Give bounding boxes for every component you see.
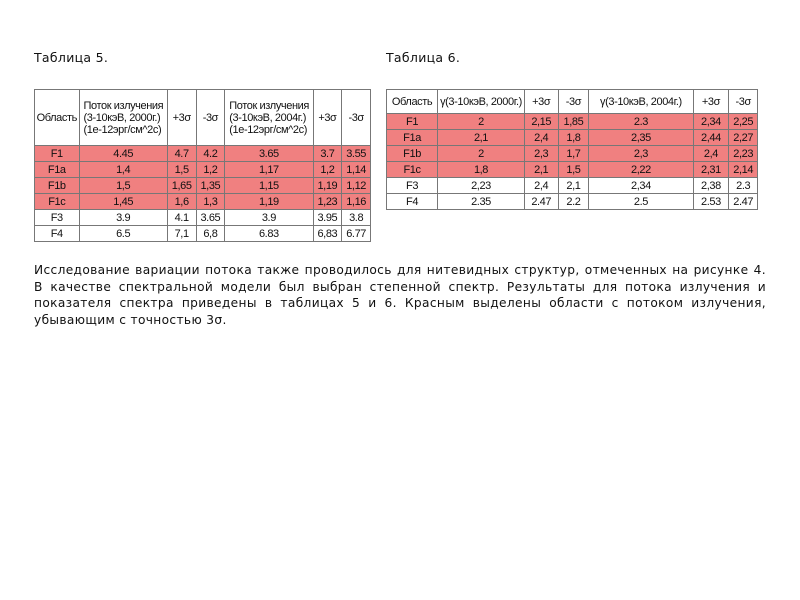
table-cell-g2000: 2: [438, 146, 525, 162]
table-cell-m2: 2,23: [729, 146, 758, 162]
table-cell-p2: 1,19: [313, 178, 342, 194]
table-cell-g2000: 2: [438, 114, 525, 130]
table-cell-m1: 1,8: [558, 130, 589, 146]
table-cell-m1: 1,85: [558, 114, 589, 130]
table-cell-p2: 6,83: [313, 226, 342, 242]
table-cell-m1: 3.65: [196, 210, 225, 226]
table-cell-m2: 1,14: [342, 162, 371, 178]
table-cell-p1: 1,65: [167, 178, 196, 194]
table-cell-region: F3: [35, 210, 80, 226]
table-cell-p1: 2,15: [524, 114, 558, 130]
table-cell-region: F4: [387, 194, 438, 210]
table-cell-m1: 1,3: [196, 194, 225, 210]
table-cell-region: F3: [387, 178, 438, 194]
table-cell-p1: 2.47: [524, 194, 558, 210]
table-cell-region: F1b: [387, 146, 438, 162]
table-cell-m1: 2.2: [558, 194, 589, 210]
table-cell-m1: 4.2: [196, 146, 225, 162]
table-cell-m2: 2,27: [729, 130, 758, 146]
table-cell-region: F1a: [387, 130, 438, 146]
table6-body: [387, 114, 758, 210]
table-cell-p2: 2,4: [693, 146, 729, 162]
table-row: [387, 162, 758, 178]
table-cell-p2: 2,34: [693, 114, 729, 130]
table6-header-gamma2000: γ(3-10кэВ, 2000г.): [438, 90, 525, 114]
table-cell-p1: 2,3: [524, 146, 558, 162]
table-cell-g2004: 2,34: [589, 178, 693, 194]
table-cell-g2004: 2.5: [589, 194, 693, 210]
table-cell-p2: 3.95: [313, 210, 342, 226]
table-cell-g2000: 2,23: [438, 178, 525, 194]
header-line: Поток излучения: [83, 99, 164, 112]
table-cell-p2: 1,23: [313, 194, 342, 210]
header-line: (3-10кэВ, 2000г.): [83, 111, 161, 124]
table-row: [35, 210, 371, 226]
table-cell-g2004: 2,35: [589, 130, 693, 146]
table-cell-f2004: 6.83: [225, 226, 313, 242]
table5-header-plus2: +3σ: [313, 90, 342, 146]
table-cell-region: F1a: [35, 162, 80, 178]
header-line: (1е-12эрг/см^2с): [83, 123, 162, 136]
table-cell-region: F1c: [387, 162, 438, 178]
table5-caption: Таблица 5.: [34, 50, 109, 65]
table-row: [35, 226, 371, 242]
table5-body: [35, 146, 371, 242]
header-line: Поток излучения: [229, 99, 309, 112]
table-cell-m2: 1,12: [342, 178, 371, 194]
table-cell-m2: 2,14: [729, 162, 758, 178]
table-row: [387, 146, 758, 162]
header-line: (1е-12эрг/см^2с): [229, 123, 307, 136]
table-row: [35, 194, 371, 210]
table-cell-g2004: 2,22: [589, 162, 693, 178]
body-paragraph: Исследование вариации потока также проводилось для нитевидных структур, отмеченных на рисунке 4. В качестве спектральной модели был выбран степенной спектр. Результаты для потока излучения и показателя спектра приведены в таблицах 5 и 6. Красным выделены области с потоком излучения, убывающим с точностью 3σ.: [34, 263, 766, 327]
table-cell-m2: 3.55: [342, 146, 371, 162]
table6-header-plus2: +3σ: [693, 90, 729, 114]
table-row: [387, 194, 758, 210]
table-cell-p2: 2.53: [693, 194, 729, 210]
table5-header-flux2004: [225, 90, 313, 146]
table-row: [35, 146, 371, 162]
table-cell-m2: 2.3: [729, 178, 758, 194]
table6-header-gamma2004: γ(3-10кэВ, 2004г.): [589, 90, 693, 114]
table-cell-m1: 1,2: [196, 162, 225, 178]
table6-header-minus2: -3σ: [729, 90, 758, 114]
table-cell-p2: 2,31: [693, 162, 729, 178]
table-cell-f2000: 3.9: [79, 210, 167, 226]
table5-header-row: [35, 90, 371, 146]
table6: [386, 89, 758, 210]
table6-header-row: [387, 90, 758, 114]
table-cell-p2: 1,2: [313, 162, 342, 178]
table-cell-m1: 1,7: [558, 146, 589, 162]
table-cell-f2004: 1,17: [225, 162, 313, 178]
table-row: [35, 178, 371, 194]
table-cell-f2000: 1,5: [79, 178, 167, 194]
table-cell-region: F1c: [35, 194, 80, 210]
table5-header-plus: +3σ: [167, 90, 196, 146]
table-cell-m2: 2,25: [729, 114, 758, 130]
header-line: (3-10кэВ, 2004г.): [229, 111, 306, 124]
table-cell-m1: 1,35: [196, 178, 225, 194]
table-cell-m2: 2.47: [729, 194, 758, 210]
table6-header-minus: -3σ: [558, 90, 589, 114]
table-cell-region: F4: [35, 226, 80, 242]
table6-header-plus: +3σ: [524, 90, 558, 114]
table-cell-p1: 4.1: [167, 210, 196, 226]
table-cell-f2000: 1,45: [79, 194, 167, 210]
table-cell-m1: 1,5: [558, 162, 589, 178]
table-cell-m2: 3.8: [342, 210, 371, 226]
table6-caption: Таблица 6.: [386, 50, 461, 65]
table-cell-g2000: 1,8: [438, 162, 525, 178]
table5-header-region: Область: [35, 90, 80, 146]
table-cell-m1: 2,1: [558, 178, 589, 194]
table-cell-g2000: 2.35: [438, 194, 525, 210]
table5-header-minus2: -3σ: [342, 90, 371, 146]
table-cell-m2: 1,16: [342, 194, 371, 210]
table-cell-p2: 3.7: [313, 146, 342, 162]
table-cell-g2004: 2,3: [589, 146, 693, 162]
table-cell-p1: 1,5: [167, 162, 196, 178]
table-cell-p1: 4.7: [167, 146, 196, 162]
table-cell-f2004: 1,19: [225, 194, 313, 210]
table-cell-m1: 6,8: [196, 226, 225, 242]
table5-header-flux2000: [79, 90, 167, 146]
table-cell-f2000: 1,4: [79, 162, 167, 178]
table-cell-region: F1: [387, 114, 438, 130]
table-cell-f2004: 3.65: [225, 146, 313, 162]
table6-header-region: Область: [387, 90, 438, 114]
table-cell-f2004: 3.9: [225, 210, 313, 226]
table-row: [387, 178, 758, 194]
table-cell-m2: 6.77: [342, 226, 371, 242]
table5: [34, 89, 371, 242]
table-cell-p1: 1,6: [167, 194, 196, 210]
table-row: [387, 130, 758, 146]
table-cell-f2000: 6.5: [79, 226, 167, 242]
table-cell-p2: 2,44: [693, 130, 729, 146]
table-cell-p1: 7,1: [167, 226, 196, 242]
table-cell-region: F1b: [35, 178, 80, 194]
table-cell-f2004: 1,15: [225, 178, 313, 194]
table-cell-region: F1: [35, 146, 80, 162]
table-cell-p2: 2,38: [693, 178, 729, 194]
table-cell-p1: 2,4: [524, 130, 558, 146]
table-cell-p1: 2,1: [524, 162, 558, 178]
table-row: [35, 162, 371, 178]
table-cell-g2000: 2,1: [438, 130, 525, 146]
table-cell-p1: 2,4: [524, 178, 558, 194]
table5-header-minus: -3σ: [196, 90, 225, 146]
table-row: [387, 114, 758, 130]
table-cell-g2004: 2.3: [589, 114, 693, 130]
table-cell-f2000: 4.45: [79, 146, 167, 162]
